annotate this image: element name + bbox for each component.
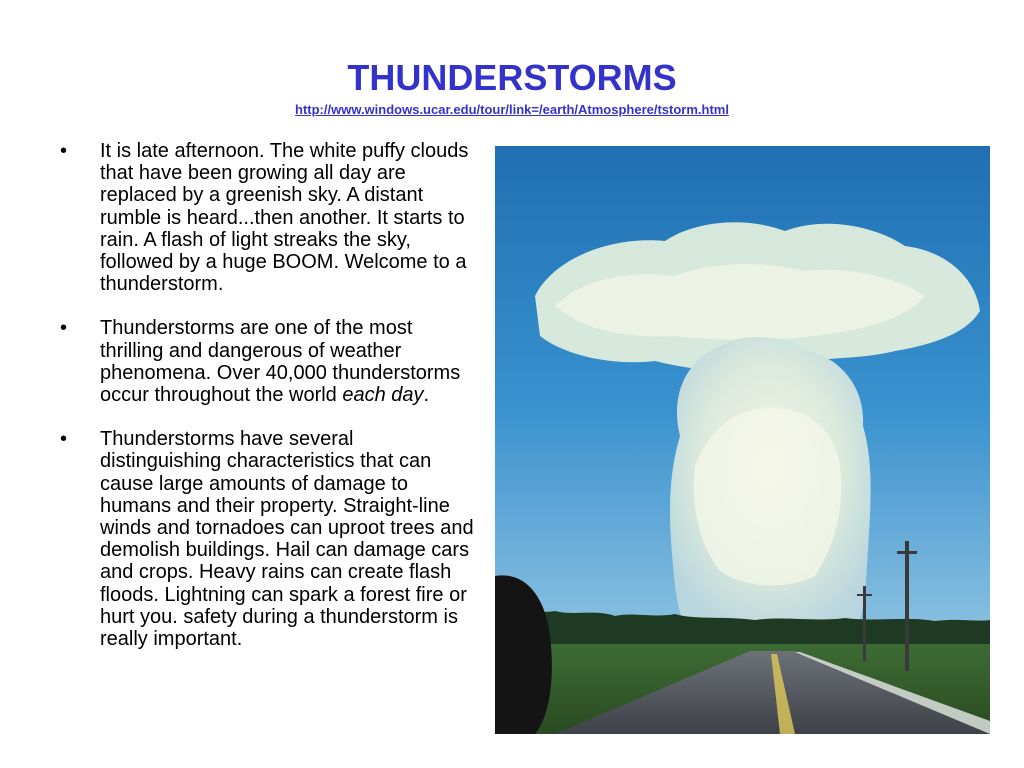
bullet-text-part: . <box>423 384 430 407</box>
bullet-text-part: Thunderstorms are one of the most thrilling and dangerous of weather phenomena. Over 40,000 thunderstorms occur throughout the world <box>100 317 461 407</box>
source-link[interactable]: http://www.windows.ucar.edu/tour/link=/earth/Atmosphere/tstorm.html <box>295 102 729 117</box>
bullet-icon: • <box>60 317 68 340</box>
bullet-emphasis: each day <box>342 384 424 407</box>
bullet-icon: • <box>60 428 68 451</box>
bullet-text <box>100 317 460 406</box>
source-link-container <box>0 101 1024 119</box>
bullet-item <box>60 140 480 295</box>
bullet-text: Thunderstorms have several distinguishing characteristics that can cause large amounts of damage to humans and their property. Straight-line winds and tornadoes can uproot trees and demolish buildings. Hail can damage cars and crops. Heavy rains can create flash floods. Lightning can spark a forest fire or hurt you. safety during a thunderstorm is really important. <box>100 428 474 651</box>
thunderstorm-photo <box>495 146 990 734</box>
bullet-item <box>60 317 480 406</box>
bullet-icon: • <box>60 140 68 162</box>
bullet-text: It is late afternoon. The white puffy clouds that have been growing all day are replaced by a greenish sky. A distant rumble is heard...then another. It starts to rain. A flash of light streaks the sky, followed by a huge BOOM. Welcome to a thunderstorm. <box>100 140 469 296</box>
bullet-item <box>60 428 480 650</box>
thunderstorm-cloud-image <box>495 146 990 734</box>
bullet-list <box>60 140 480 672</box>
slide-title: THUNDERSTORMS <box>347 57 677 98</box>
